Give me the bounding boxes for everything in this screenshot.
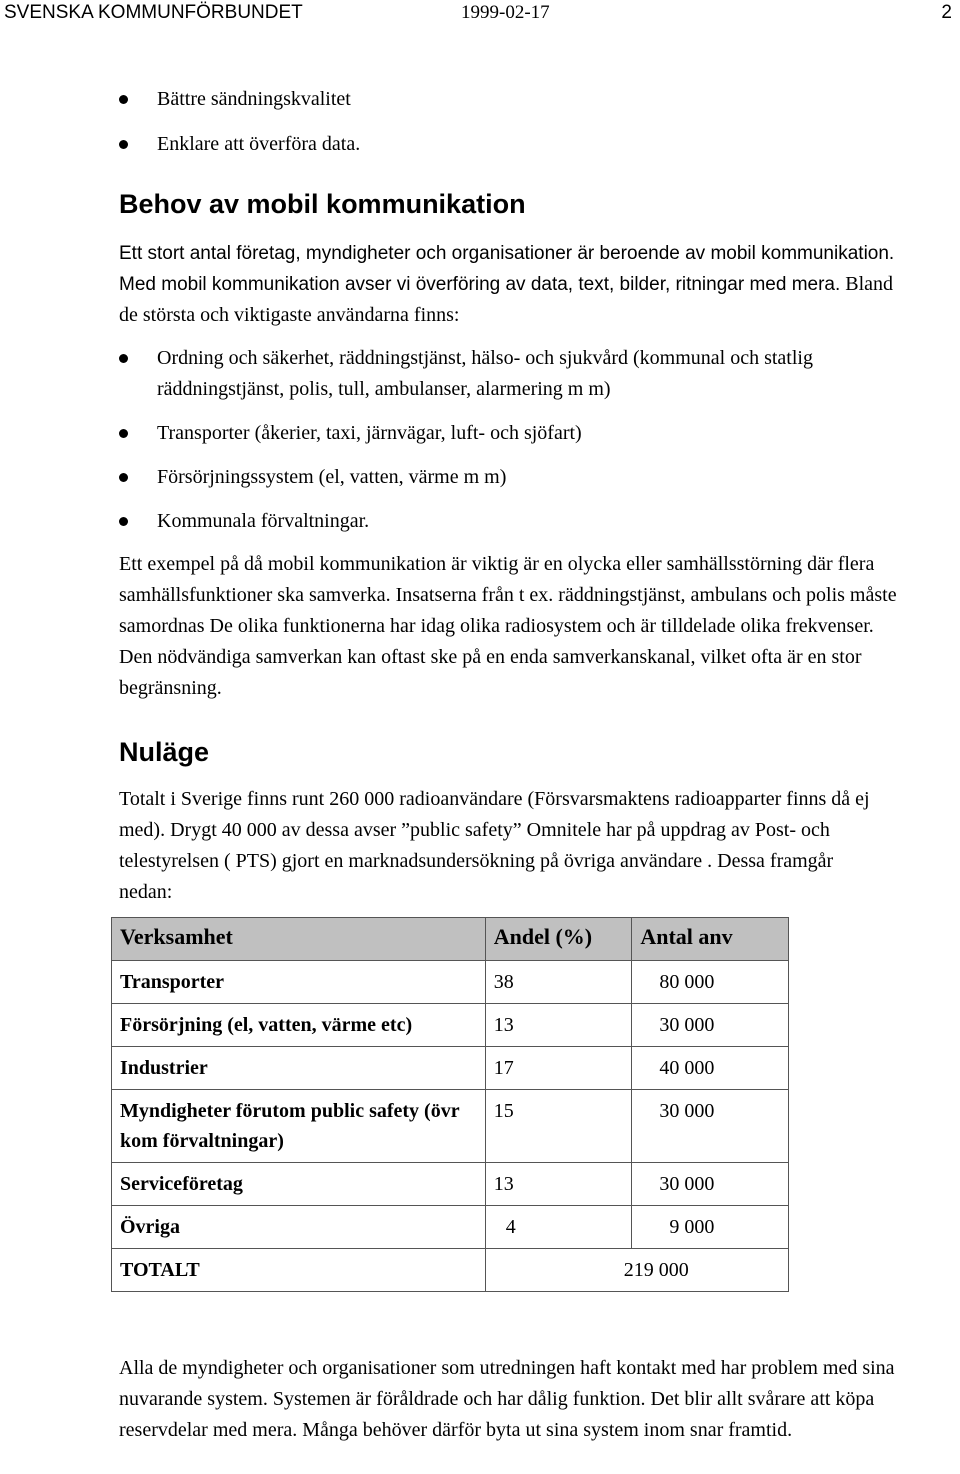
table-cell <box>485 1047 632 1090</box>
data-table <box>111 917 789 1292</box>
bullet-icon <box>119 429 128 438</box>
table-cell <box>485 1090 632 1163</box>
list-item-text: Transporter (åkerier, taxi, järnvägar, luft- och sjöfart) <box>157 422 582 444</box>
list-item <box>119 506 899 537</box>
table-cell: TOTALT <box>112 1249 486 1292</box>
paragraph: Ett exempel på då mobil kommunikation är viktig är en olycka eller samhällsstörning där flera samhällsfunktioner ska samverka. Insatserna från t ex. räddningstjänst, ambulans och polis måste samordnas De olika funktionerna har idag olika radiosystem och är tilldelade olika frekvenser. Den nödvändiga samverkan kan oftast ske på en enda samverkanskanal, vilket ofta är en stor begränsning. <box>119 553 897 699</box>
table-row <box>112 1004 789 1047</box>
table-cell <box>485 1249 788 1292</box>
table-cell <box>632 961 789 1004</box>
table-cell: Övriga <box>112 1206 486 1249</box>
paragraph: Totalt i Sverige finns runt 260 000 radioanvändare (Försvarsmaktens radioapparter finns då ej med). Drygt 40 000 av dessa avser ”public safety” Omnitele har på uppdrag av Post- och telestyrelsen ( PTS) gjort en marknadsundersökning på övriga användare . Dessa framgår nedan: <box>119 788 870 903</box>
paragraph-sans-text: Ett stort antal företag, myndigheter och organisationer är beroende av mobil kommunikation. Med mobil kommunikation avser vi överföring av data, text, bilder, ritningar med mera. <box>119 243 895 295</box>
table-cell <box>632 1004 789 1047</box>
list-item-text: Kommunala förvaltningar. <box>157 510 370 532</box>
bullet-icon <box>119 95 128 104</box>
list-item-text: Försörjningssystem (el, vatten, värme m m) <box>157 466 507 488</box>
table-header-row <box>112 918 789 961</box>
list-item <box>119 84 899 115</box>
table-row <box>112 1163 789 1206</box>
list-item-text: Bättre sändningskvalitet <box>157 88 351 110</box>
table-cell: Försörjning (el, vatten, värme etc) <box>112 1004 486 1047</box>
table-row <box>112 1090 789 1163</box>
table-cell: Industrier <box>112 1047 486 1090</box>
bullet-icon <box>119 140 128 149</box>
count-value: 30 000 <box>659 1100 715 1122</box>
table-cell <box>485 1004 632 1047</box>
section-heading: Nuläge <box>119 737 210 767</box>
list-item <box>119 129 899 160</box>
column-header: Antal anv <box>632 918 789 961</box>
header-date: 1999-02-17 <box>461 2 550 23</box>
table-cell <box>485 1163 632 1206</box>
table-cell: Serviceföretag <box>112 1163 486 1206</box>
table-cell <box>632 1090 789 1163</box>
count-value: 219 000 <box>623 1259 689 1281</box>
bullet-icon <box>119 354 128 363</box>
list-item-text: Enklare att överföra data. <box>157 133 361 155</box>
list-item <box>119 462 899 493</box>
list-item <box>119 418 899 449</box>
bullet-icon <box>119 517 128 526</box>
share-value: 13 <box>493 1014 514 1036</box>
table-row <box>112 1206 789 1249</box>
page-number: 2 <box>941 2 952 23</box>
bullet-icon <box>119 473 128 482</box>
table-cell <box>632 1163 789 1206</box>
section-heading: Behov av mobil kommunikation <box>119 189 526 219</box>
table-row <box>112 1047 789 1090</box>
table-row <box>112 961 789 1004</box>
table-cell <box>632 1047 789 1090</box>
count-value: 30 000 <box>659 1173 715 1195</box>
list-item <box>119 343 899 405</box>
table-cell: Myndigheter förutom public safety (övr kom förvaltningar) <box>112 1090 486 1163</box>
share-value: 38 <box>493 971 514 993</box>
column-header: Verksamhet <box>112 918 486 961</box>
count-value: 80 000 <box>659 971 715 993</box>
count-value: 40 000 <box>659 1057 715 1079</box>
column-header: Andel (%) <box>485 918 632 961</box>
count-value: 9 000 <box>669 1216 715 1238</box>
share-value: 13 <box>493 1173 514 1195</box>
paragraph-serif-text: Bland de största och viktigaste användarna finns: <box>119 273 894 326</box>
paragraph <box>119 238 909 331</box>
share-value: 17 <box>493 1057 514 1079</box>
table-cell <box>485 1206 632 1249</box>
share-value: 4 <box>505 1216 516 1238</box>
table-cell: Transporter <box>112 961 486 1004</box>
header-org: SVENSKA KOMMUNFÖRBUNDET <box>4 2 303 23</box>
table-cell <box>632 1206 789 1249</box>
table-cell <box>485 961 632 1004</box>
table-row-total <box>112 1249 789 1292</box>
paragraph: Alla de myndigheter och organisationer som utredningen haft kontakt med har problem med sina nuvarande system. Systemen är föråldrade och har dålig funktion. Det blir allt svårare att köpa reservdelar med mera. Många behöver därför byta ut sina system inom snar framtid. <box>119 1357 895 1441</box>
count-value: 30 000 <box>659 1014 715 1036</box>
share-value: 15 <box>493 1100 514 1122</box>
list-item-text: Ordning och säkerhet, räddningstjänst, hälso- och sjukvård (kommunal och statlig räddningstjänst, polis, tull, ambulanser, alarmering m m) <box>157 347 813 400</box>
